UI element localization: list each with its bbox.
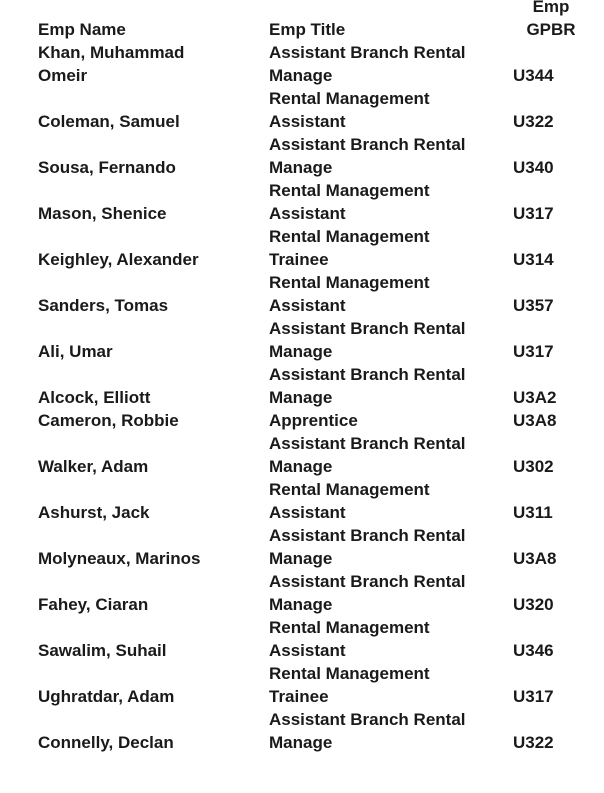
emp-title-cell <box>269 363 509 409</box>
emp-gpbr-cell: U3A8 <box>513 549 557 568</box>
emp-name-cell: Coleman, Samuel <box>38 112 180 131</box>
emp-title-line: Manage <box>269 342 333 361</box>
table-row <box>0 133 604 179</box>
emp-gpbr-cell: U3A2 <box>513 388 557 407</box>
emp-name-cell: Ali, Umar <box>38 342 113 361</box>
emp-gpbr-cell: U320 <box>513 595 554 614</box>
emp-title-line: Manage <box>269 158 333 177</box>
emp-title-cell <box>269 662 509 708</box>
emp-title-cell <box>269 317 509 363</box>
emp-title-line: Manage <box>269 457 333 476</box>
emp-title-line: Manage <box>269 595 333 614</box>
emp-title-line: Assistant Branch Rental <box>269 572 466 591</box>
emp-title-line: Assistant Branch Rental <box>269 319 466 338</box>
emp-gpbr-cell: U346 <box>513 641 554 660</box>
emp-title-cell <box>269 41 509 87</box>
emp-title-cell <box>269 271 509 317</box>
emp-name-cell: Khan, Muhammad <box>38 43 185 62</box>
emp-title-line: Assistant <box>269 112 346 131</box>
emp-title-cell <box>269 708 509 754</box>
table-row <box>0 570 604 616</box>
table-row <box>0 524 604 570</box>
table-row <box>0 179 604 225</box>
emp-gpbr-cell: U314 <box>513 250 554 269</box>
emp-title-line: Assistant Branch Rental <box>269 710 466 729</box>
table-row <box>0 708 604 754</box>
header-emp-gpbr-line2: GPBR <box>526 20 576 39</box>
emp-name-cell: Mason, Shenice <box>38 204 167 223</box>
emp-name-cell: Ashurst, Jack <box>38 503 150 522</box>
emp-gpbr-cell: U357 <box>513 296 554 315</box>
header-emp-name: Emp Name <box>38 20 126 39</box>
table-row <box>0 225 604 271</box>
table-row <box>0 616 604 662</box>
table-row <box>0 317 604 363</box>
emp-gpbr-cell: U311 <box>513 503 553 522</box>
emp-title-cell <box>269 87 509 133</box>
emp-gpbr-cell: U322 <box>513 112 554 131</box>
emp-gpbr-cell: U322 <box>513 733 554 752</box>
emp-title-line: Apprentice <box>269 411 358 430</box>
emp-name-cell: Molyneaux, Marinos <box>38 549 201 568</box>
table-body <box>0 41 604 754</box>
emp-title-line: Trainee <box>269 687 329 706</box>
emp-title-line: Rental Management <box>269 227 430 246</box>
header-emp-title: Emp Title <box>269 20 346 39</box>
emp-title-line: Manage <box>269 388 333 407</box>
emp-title-line: Rental Management <box>269 618 430 637</box>
emp-name-cell: Alcock, Elliott <box>38 388 151 407</box>
emp-name-cell: Ughratdar, Adam <box>38 687 175 706</box>
emp-title-line: Assistant <box>269 503 346 522</box>
emp-gpbr-cell: U302 <box>513 457 554 476</box>
table-row <box>0 41 604 87</box>
emp-title-line: Manage <box>269 549 333 568</box>
emp-gpbr-cell: U340 <box>513 158 554 177</box>
emp-name-cell: Connelly, Declan <box>38 733 174 752</box>
emp-title-line: Assistant <box>269 204 346 223</box>
emp-title-cell <box>269 570 509 616</box>
table-row <box>0 363 604 409</box>
emp-gpbr-cell: U317 <box>513 204 554 223</box>
emp-name-cell: Cameron, Robbie <box>38 411 179 430</box>
header-emp-gpbr <box>512 0 590 41</box>
emp-name-cell: Keighley, Alexander <box>38 250 199 269</box>
emp-title-cell <box>269 225 509 271</box>
emp-title-line: Assistant Branch Rental <box>269 365 466 384</box>
emp-title-cell <box>269 179 509 225</box>
emp-title-line: Rental Management <box>269 273 430 292</box>
emp-name-cell: Sanders, Tomas <box>38 296 169 315</box>
header-emp-gpbr-line1: Emp <box>532 0 570 16</box>
emp-title-line: Assistant <box>269 296 346 315</box>
emp-name-cell: Walker, Adam <box>38 457 149 476</box>
emp-name-cell: Fahey, Ciaran <box>38 595 149 614</box>
table-row <box>0 432 604 478</box>
emp-title-line: Assistant Branch Rental <box>269 434 466 453</box>
emp-title-line: Rental Management <box>269 480 430 499</box>
emp-gpbr-cell: U344 <box>513 66 554 85</box>
emp-title-line: Assistant Branch Rental <box>269 135 466 154</box>
emp-gpbr-cell: U317 <box>513 342 554 361</box>
table-row <box>0 478 604 524</box>
emp-title-cell <box>269 616 509 662</box>
table-row <box>0 409 604 432</box>
table-row <box>0 662 604 708</box>
emp-title-cell <box>269 409 509 432</box>
emp-title-cell <box>269 478 509 524</box>
emp-title-line: Assistant <box>269 641 346 660</box>
emp-title-cell <box>269 524 509 570</box>
table-row <box>0 271 604 317</box>
emp-title-line: Rental Management <box>269 664 430 683</box>
emp-name-cell: Sousa, Fernando <box>38 158 176 177</box>
emp-title-line: Rental Management <box>269 181 430 200</box>
emp-name-cell: Sawalim, Suhail <box>38 641 167 660</box>
emp-name-cell: Omeir <box>38 66 88 85</box>
emp-title-line: Trainee <box>269 250 329 269</box>
emp-title-line: Manage <box>269 66 333 85</box>
emp-title-line: Manage <box>269 733 333 752</box>
emp-title-line: Assistant Branch Rental <box>269 526 466 545</box>
emp-title-cell <box>269 133 509 179</box>
emp-title-line: Assistant Branch Rental <box>269 43 466 62</box>
table-row <box>0 87 604 133</box>
emp-gpbr-cell: U317 <box>513 687 554 706</box>
emp-title-line: Rental Management <box>269 89 430 108</box>
emp-gpbr-cell: U3A8 <box>513 411 557 430</box>
emp-title-cell <box>269 432 509 478</box>
